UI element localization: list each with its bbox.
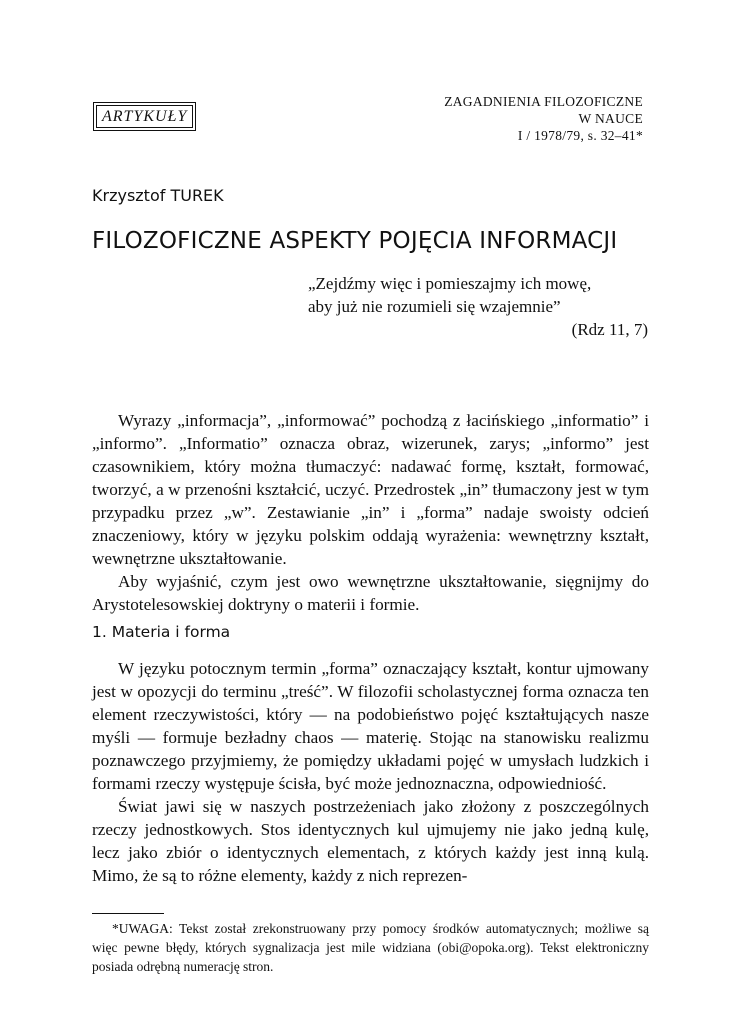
journal-name-line2: W NAUCE bbox=[578, 111, 643, 126]
section-badge: ARTYKUŁY bbox=[96, 105, 193, 128]
paragraph: Aby wyjaśnić, czym jest owo wewnętrzne ukształtowanie, sięgnijmy do Arystotelesowskiej doktryny o materii i formie. bbox=[92, 572, 649, 614]
motto-line-2: aby już nie rozumieli się wzajemnie” bbox=[308, 297, 561, 316]
section-heading: 1. Materia i forma bbox=[92, 623, 231, 641]
journal-name-line1: ZAGADNIENIA FILOZOFICZNE bbox=[444, 94, 643, 109]
motto bbox=[308, 272, 648, 341]
motto-reference: (Rdz 11, 7) bbox=[571, 320, 648, 339]
article-title: FILOZOFICZNE ASPEKTY POJĘCIA INFORMACJI bbox=[92, 228, 618, 254]
author-name: Krzysztof TUREK bbox=[92, 186, 224, 205]
section-1-text bbox=[92, 657, 649, 887]
intro-text bbox=[92, 409, 649, 616]
motto-line-1: „Zejdźmy więc i pomieszajmy ich mowę, bbox=[308, 274, 592, 293]
journal-volume-pages: I / 1978/79, s. 32–41* bbox=[517, 128, 643, 143]
footnote bbox=[92, 919, 649, 976]
paragraph: Świat jawi się w naszych postrzeżeniach jako złożony z poszczególnych rzeczy jednostkowych. Stos identycznych kul ujmujemy nie jako jedną kulę, lecz jako zbiór o identycznych elementach, z których każdy jest inną kulą. Mimo, że są to różne elementy, każdy z nich reprezen- bbox=[92, 797, 649, 885]
paragraph: Wyrazy „informacja”, „informować” pochodzą z łacińskiego „informatio” i „informo”. „Informatio” oznacza obraz, wizerunek, zarys; „informo” jest czasownikiem, który można tłumaczyć: nadawać formę, kształt, formować, tworzyć, a w przenośni kształcić, uczyć. Przedrostek „in” tłumaczony jest w tym przypadku przez „w”. Zestawianie „in” i „forma” nadaje swoisty odcień znaczeniowy, który w języku polskim oddają wyrażenia: wewnętrzny kształt, wewnętrzne ukształtowanie. bbox=[92, 411, 649, 568]
journal-info bbox=[444, 93, 643, 144]
footnote-text: *UWAGA: Tekst został zrekonstruowany przy pomocy środków automatycznych; możliwe są więc pewne błędy, których sygnalizacja jest mile widziana (obi@opoka.org). Tekst elektroniczny posiada odrębną numerację stron. bbox=[92, 921, 649, 974]
footnote-rule bbox=[92, 913, 164, 914]
paragraph: W języku potocznym termin „forma” oznaczający kształt, kontur ujmowany jest w opozycji do terminu „treść”. W filozofii scholastycznej forma oznacza ten element rzeczywistości, który — na podobieństwo pojęć kształtujących nasze myśli — formuje bezładny chaos — materię. Stojąc na stanowisku realizmu poznawczego przyjmiemy, że pomiędzy układami pojęć w umysłach ludzkich i formami rzeczy występuje ścisła, być może jednoznaczna, odpowiedniość. bbox=[92, 659, 649, 793]
